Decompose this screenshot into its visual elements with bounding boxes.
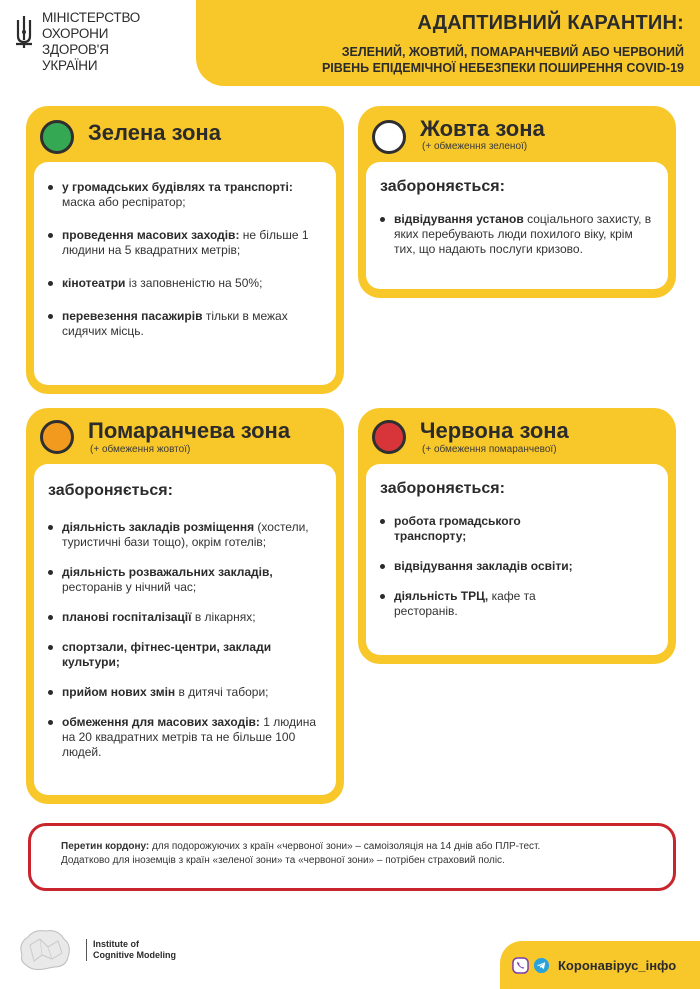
title-banner: [196, 0, 700, 86]
list-item: [48, 565, 316, 595]
rules-list: [48, 520, 316, 760]
item-bold: спортзали, фітнес-центри, заклади культури;: [62, 640, 272, 669]
item-text: (хостели, туристичні бази тощо), окрім готелів;: [62, 520, 309, 549]
list-item: [48, 276, 318, 291]
trident-icon: [14, 14, 34, 50]
border-crossing-text: [61, 840, 651, 868]
yellow-dot-icon: [372, 120, 406, 154]
zone-content: [366, 464, 668, 655]
ministry-line: УКРАЇНИ: [42, 58, 98, 73]
ministry-name: [42, 10, 140, 74]
item-text: соціального захисту, в яких перебувають люди похилого віку, крім тих, що надають послуги кризово.: [394, 212, 652, 256]
list-item: [48, 715, 316, 760]
green-zone-card: [26, 106, 344, 394]
rules-list: [48, 180, 318, 339]
border-bold: Перетин кордону:: [61, 841, 150, 852]
list-item: [48, 640, 316, 670]
yellow-zone-card: [358, 106, 676, 298]
red-zone-card: [358, 408, 676, 664]
item-bold: діяльність ТРЦ,: [394, 589, 489, 603]
list-item: [380, 589, 580, 619]
list-item: [380, 514, 580, 544]
list-item: [48, 520, 316, 550]
channel-tag[interactable]: [500, 941, 700, 989]
item-text: тільки в межах сидячих місць.: [62, 309, 288, 338]
item-bold: відвідування закладів освіти;: [394, 559, 573, 573]
viber-icon[interactable]: [512, 957, 529, 974]
forbidden-heading: забороняється:: [380, 178, 505, 195]
zone-content: [34, 464, 336, 795]
telegram-icon[interactable]: [533, 957, 550, 974]
list-item: [48, 610, 316, 625]
institute-line: Cognitive Modeling: [93, 950, 176, 960]
item-bold: прийом нових змін: [62, 685, 176, 699]
ministry-logo: [14, 10, 140, 74]
item-text: кафе та ресторанів.: [394, 589, 536, 618]
zone-title: Помаранчева зона: [88, 418, 291, 443]
zone-title: Жовта зона: [420, 116, 545, 141]
border-text-2: Додатково для іноземців з країн «зеленої зони» та «червоної зони» – потрібен страховий поліс.: [61, 855, 505, 866]
forbidden-heading: забороняється:: [48, 482, 173, 499]
border-text-1: для подорожуючих з країн «червоної зони» – самоізоляція на 14 днів або ПЛР-тест.: [149, 841, 541, 852]
page-subtitle: [322, 44, 684, 76]
zone-title: Червона зона: [420, 418, 569, 443]
item-bold: діяльність закладів розміщення: [62, 520, 255, 534]
item-text: із заповненістю на 50%;: [125, 276, 263, 290]
institute-logo: [14, 925, 176, 975]
zone-content: [34, 162, 336, 385]
zone-title: Зелена зона: [88, 120, 221, 145]
channel-name[interactable]: Коронавірус_інфо: [558, 957, 677, 973]
list-item: [380, 212, 656, 257]
item-text: ресторанів у нічний час;: [62, 580, 197, 594]
list-item: [48, 309, 318, 339]
ministry-line: ОХОРОНИ: [42, 26, 109, 41]
forbidden-heading: забороняється:: [380, 480, 505, 497]
zone-subtitle: (+ обмеження помаранчевої): [422, 444, 557, 455]
item-bold: перевезення пасажирів: [62, 309, 203, 323]
zone-subtitle: (+ обмеження зеленої): [422, 141, 528, 152]
rules-list: [380, 514, 580, 619]
item-bold: діяльність розважальних закладів,: [62, 565, 273, 579]
list-item: [48, 228, 318, 258]
item-bold: кінотеатри: [62, 276, 126, 290]
red-dot-icon: [372, 420, 406, 454]
ministry-line: МІНІСТЕРСТВО: [42, 10, 141, 25]
list-item: [48, 180, 318, 210]
green-dot-icon: [40, 120, 74, 154]
institute-line: Institute of: [93, 939, 139, 949]
border-crossing-notice: [28, 823, 676, 891]
list-item: [48, 685, 316, 700]
item-bold: обмеження для масових заходів:: [62, 715, 260, 729]
brain-icon: [14, 925, 76, 975]
list-item: [380, 559, 580, 574]
item-bold: проведення масових заходів:: [62, 228, 240, 242]
orange-zone-card: [26, 408, 344, 804]
institute-name: [86, 939, 176, 961]
item-text: не більше 1 людини на 5 квадратних метрів;: [62, 228, 309, 257]
item-text: маска або респіратор;: [62, 195, 186, 209]
item-bold: відвідування установ: [394, 212, 524, 226]
border-line: [61, 840, 651, 854]
item-bold: у громадських будівлях та транспорті:: [62, 180, 293, 194]
subtitle-line: ЗЕЛЕНИЙ, ЖОВТИЙ, ПОМАРАНЧЕВИЙ АБО ЧЕРВОНИЙ: [341, 45, 684, 59]
item-text: в дитячі табори;: [175, 685, 269, 699]
item-text: в лікарнях;: [191, 610, 256, 624]
ministry-line: ЗДОРОВ'Я: [42, 42, 109, 57]
zone-subtitle: (+ обмеження жовтої): [90, 444, 191, 455]
orange-dot-icon: [40, 420, 74, 454]
subtitle-line: РІВЕНЬ ЕПІДЕМІЧНОЇ НЕБЕЗПЕКИ ПОШИРЕННЯ COVID-19: [321, 61, 684, 75]
item-text: 1 людина на 20 квадратних метрів та не більше 100 людей.: [62, 715, 317, 759]
zone-content: [366, 162, 668, 289]
rules-list: [380, 212, 656, 257]
item-bold: планові госпіталізації: [62, 610, 192, 624]
item-bold: робота громадського транспорту;: [394, 514, 521, 543]
page-title: АДАПТИВНИЙ КАРАНТИН:: [417, 12, 684, 34]
